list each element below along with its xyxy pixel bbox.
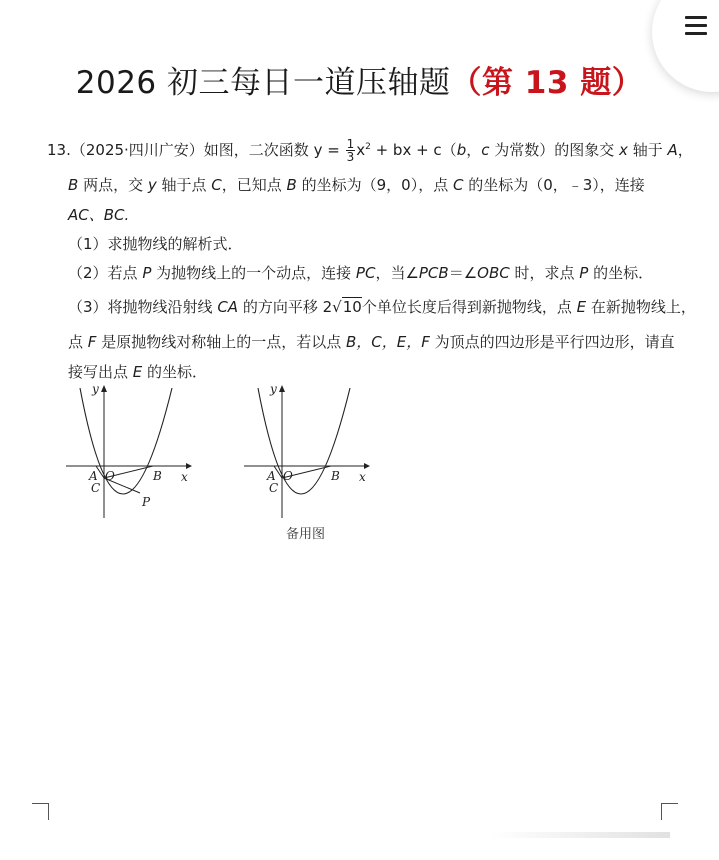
- problem-line-2: B 两点，交 y 轴于点 C，已知点 B 的坐标为（9，0），点 C 的坐标为（0，﹣3），连接: [68, 176, 645, 194]
- label-c: C: [91, 481, 101, 495]
- problem-line-1: 13.（2025·四川广安）如图，二次函数 y = $\frac{1}{3}$ $x^2$ + bx + c（b，c 为常数）的图象交 x 轴于 A，: [47, 137, 693, 164]
- label-x: x: [181, 470, 188, 484]
- problem-line-3: AC、BC.: [68, 206, 130, 224]
- figure-caption: 备用图: [286, 527, 326, 542]
- question-3-line-2: 点 F 是原抛物线对称轴上的一点，若以点 B，C，E，F 为顶点的四边形是平行四边形，请直: [68, 333, 675, 351]
- menu-button[interactable]: [680, 8, 714, 42]
- label-a: A: [89, 469, 98, 483]
- menu-icon-bar: [685, 32, 707, 35]
- label-y: y: [270, 382, 277, 396]
- crop-mark-right: [661, 803, 678, 820]
- label-y: y: [92, 382, 99, 396]
- label-x: x: [359, 470, 366, 484]
- label-o: O: [283, 469, 293, 483]
- question-1: （1）求抛物线的解析式．: [68, 235, 243, 253]
- menu-icon-bar: [685, 24, 707, 27]
- y-axis-arrow: [279, 385, 285, 392]
- label-b: B: [331, 469, 340, 483]
- label-o: O: [105, 469, 115, 483]
- figure-2: [240, 380, 375, 520]
- label-p: P: [142, 495, 151, 509]
- label-a: A: [267, 469, 276, 483]
- y-axis-arrow: [101, 385, 107, 392]
- title-highlight: （第 13 题）: [450, 65, 644, 101]
- label-b: B: [153, 469, 162, 483]
- title-main: 2026 初三每日一道压轴题: [75, 65, 451, 101]
- question-3-line-3: 接写出点 E 的坐标．: [68, 363, 208, 381]
- page-title: [0, 57, 719, 102]
- x-axis-arrow: [186, 463, 192, 469]
- label-c: C: [269, 481, 279, 495]
- question-2: （2）若点 P 为抛物线上的一个动点，连接 PC，当∠PCB＝∠OBC 时，求点 P 的坐标．: [68, 264, 654, 282]
- sqrt-sign: √: [332, 298, 342, 316]
- x-axis-arrow: [364, 463, 370, 469]
- menu-icon: [685, 16, 707, 19]
- crop-mark-left: [32, 803, 49, 820]
- bottom-fade: [490, 832, 670, 838]
- figure-1: [62, 380, 197, 520]
- fraction: $\frac{1}{3}$: [346, 137, 355, 164]
- question-3: （3）将抛物线沿射线 CA 的方向平移 2√10个单位长度后得到新抛物线，点 E 在新抛物线上，: [68, 298, 696, 316]
